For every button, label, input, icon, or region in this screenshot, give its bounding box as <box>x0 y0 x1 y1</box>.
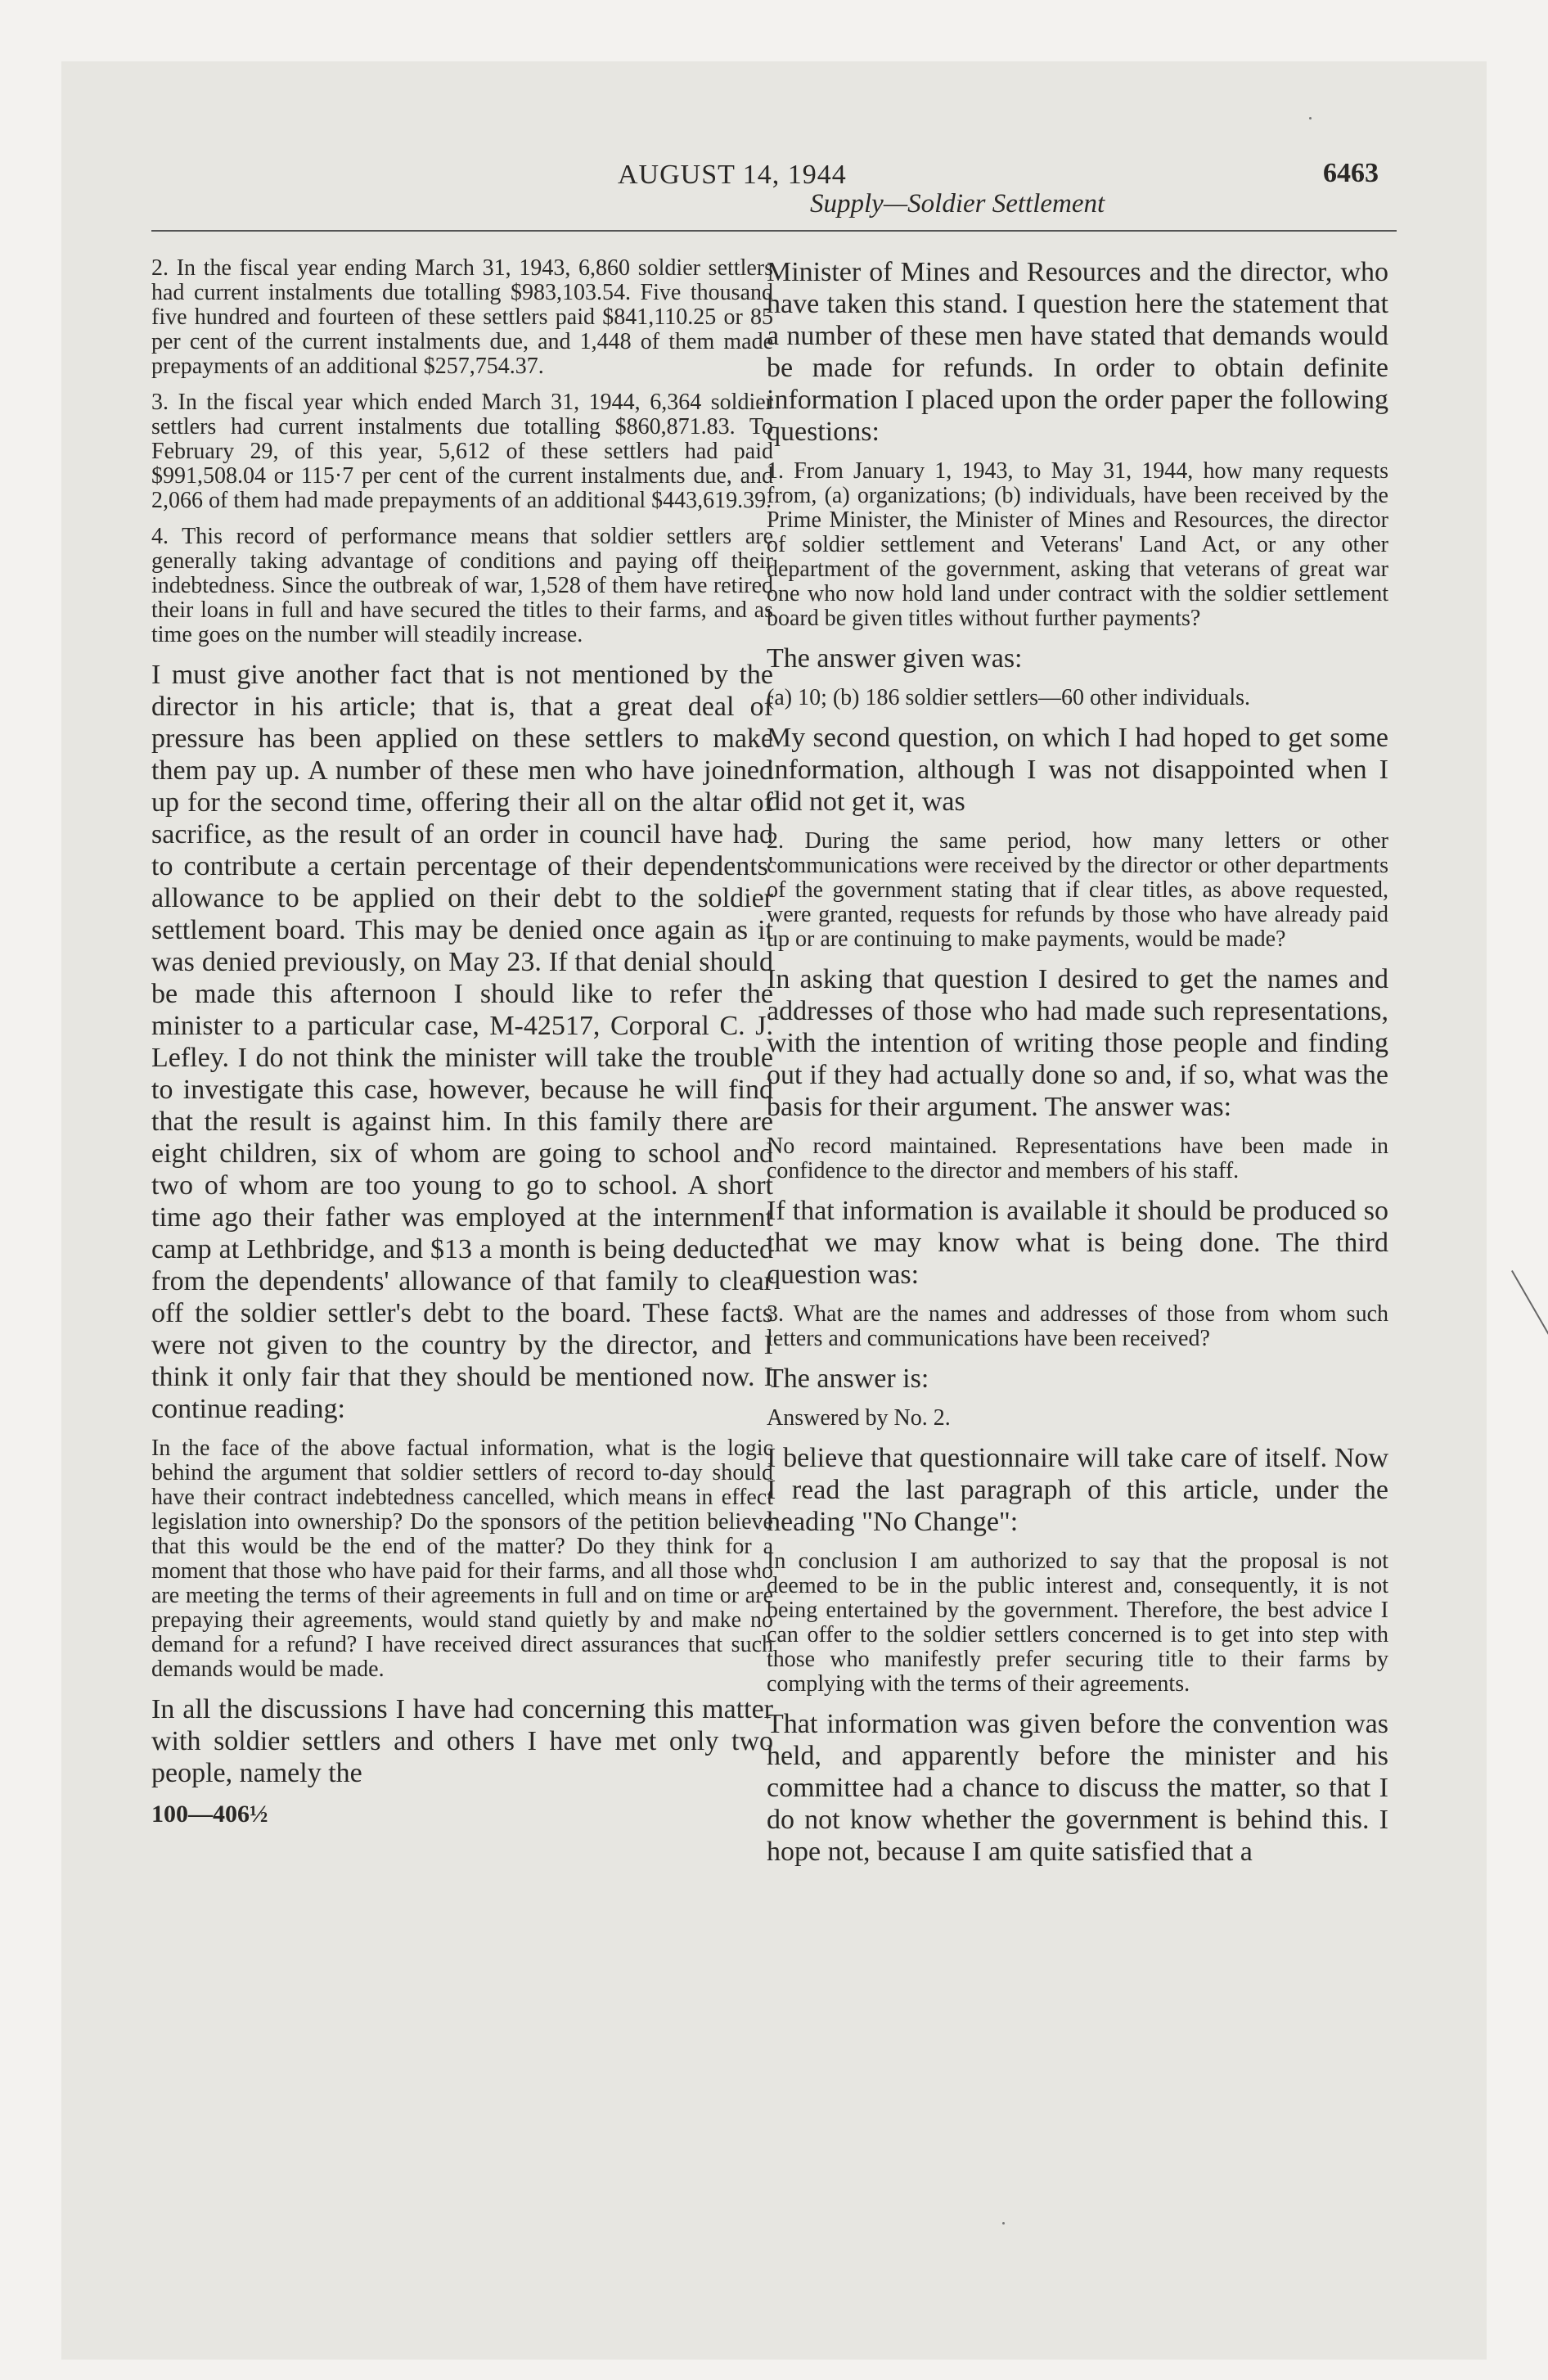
paragraph: In asking that question I desired to get the names and addresses of those who had made such representations, with the intention of writing those people and finding out if they had actually done so and, if so, what was the basis for their argument. The answer was: <box>767 964 1388 1122</box>
footer-signature: 100—406½ <box>151 1801 268 1828</box>
section-title: Supply—Soldier Settlement <box>810 189 1105 219</box>
paragraph: 2. In the fiscal year ending March 31, 1943, 6,860 soldier settlers had current instalments due totalling $983,103.54. Five thousand five hundred and fourteen of these settlers paid $841,110.25 or 85 per cent of the current instalments due, and 1,448 of them made prepayments of an additional $257,754.37. <box>151 255 773 379</box>
paper-speck <box>1002 2222 1005 2224</box>
paragraph: The answer is: <box>767 1364 929 1394</box>
left-column <box>151 256 773 1828</box>
right-column <box>767 256 1388 1879</box>
question-paragraph: 2. During the same period, how many letters or other communications were received by the director or other departments of the government stating that if clear titles, as above requested, were granted, requests for refunds by those who have already paid up or are continuing to make payments, would be made? <box>767 828 1388 952</box>
paper-speck <box>1309 117 1312 119</box>
answer-paragraph: No record maintained. Representations have been made in confidence to the director and members of his staff. <box>767 1134 1388 1183</box>
paragraph: Minister of Mines and Resources and the director, who have taken this stand. I question here the statement that a number of these men have stated that demands would be made for refunds. In order to obtain definite information I placed upon the order paper the following questions: <box>767 257 1388 447</box>
paragraph: In all the discussions I have had concerning this matter with soldier settlers and others I have met only two people, namely the <box>151 1694 773 1788</box>
paragraph: I believe that questionnaire will take care of itself. Now I read the last paragraph of this article, under the heading "No Change": <box>767 1443 1388 1537</box>
answer-paragraph: Answered by No. 2. <box>767 1405 951 1431</box>
paragraph: I must give another fact that is not mentioned by the director in his article; that is, that a great deal of pressure has been applied on these settlers to make them pay up. A number of these men who have joined up for the second time, offering their all on the altar of sacrifice, as the result of an order in council have had to contribute a certain percentage of their dependents' allowance to be applied on their debt to the soldier settlement board. This may be denied once again as it was denied previously, on May 23. If that denial should be made this afternoon I should like to refer the minister to a particular case, M-42517, Corporal C. J. Lefley. I do not think the minister will take the trouble to investigate this case, however, because he will find that the result is against him. In this family there are eight children, six of whom are going to school and two of whom are too young to go to school. A short time ago their father was employed at the internment camp at Lethbridge, and $13 a month is being deducted from the dependents' allowance of that family to clear off the soldier settler's debt to the board. These facts were not given to the country by the director, and I think it only fair that they should be mentioned now. I continue reading: <box>151 660 773 1424</box>
answer-paragraph: (a) 10; (b) 186 soldier settlers—60 other individuals. <box>767 685 1250 710</box>
quoted-paragraph: In conclusion I am authorized to say that the proposal is not deemed to be in the public interest and, consequently, it is not being entertained by the government. Therefore, the best advice I can offer to the soldier settlers concerned is to get into step with those who manifestly prefer securing title to their farms by complying with the terms of their agreements. <box>767 1548 1388 1697</box>
header-date: AUGUST 14, 1944 <box>618 160 847 190</box>
paragraph: 3. In the fiscal year which ended March 31, 1944, 6,364 soldier settlers had current instalments due totalling $860,871.83. To February 29, of this year, 5,612 of these settlers had paid $991,508.04 or 115·7 per cent of the current instalments due, and 2,066 of them had made prepayments of an additional $443,619.39. <box>151 390 773 513</box>
question-paragraph: 3. What are the names and addresses of those from whom such letters and communications have been received? <box>767 1301 1388 1351</box>
page-number: 6463 <box>1323 158 1379 188</box>
page-header <box>61 61 1487 241</box>
page-sheet <box>61 61 1487 2360</box>
paragraph: That information was given before the convention was held, and apparently before the minister and his committee had a chance to discuss the matter, so that I do not know whether the government is behind this. I hope not, because I am quite satisfied that a <box>767 1709 1388 1867</box>
question-paragraph: 1. From January 1, 1943, to May 31, 1944, how many requests from, (a) organizations; (b) individuals, have been received by the Prime Minister, the Minister of Mines and Resources, the director of soldier settlement and Veterans' Land Act, or any other department of the government, asking that veterans of great war one who now hold land under contract with the soldier settlement board be given titles without further payments? <box>767 458 1388 631</box>
paragraph: My second question, on which I had hoped to get some information, although I was not disappointed when I did not get it, was <box>767 723 1388 817</box>
header-rule <box>151 230 1397 232</box>
paragraph: 4. This record of performance means that soldier settlers are generally taking advantage of conditions and paying off their indebtedness. Since the outbreak of war, 1,528 of them have retired their loans in full and have secured the titles to their farms, and as time goes on the number will steadily increase. <box>151 524 773 647</box>
paragraph: The answer given was: <box>767 643 1023 674</box>
paragraph: If that information is available it should be produced so that we may know what is being done. The third question was: <box>767 1196 1388 1290</box>
quoted-paragraph: In the face of the above factual information, what is the logic behind the argument that soldier settlers of record to-day should have their contract indebtedness cancelled, which means in effect legislation into ownership? Do the sponsors of the petition believe that this would be the end of the matter? Do they think for a moment that those who have paid for their farms, and all those who are meeting the terms of their agreements in full and on time or are prepaying their agreements, would stand quietly by and make no demand for a refund? I have received direct assurances that such demands would be made. <box>151 1436 773 1682</box>
paper-scratch-mark <box>1511 1270 1548 1377</box>
